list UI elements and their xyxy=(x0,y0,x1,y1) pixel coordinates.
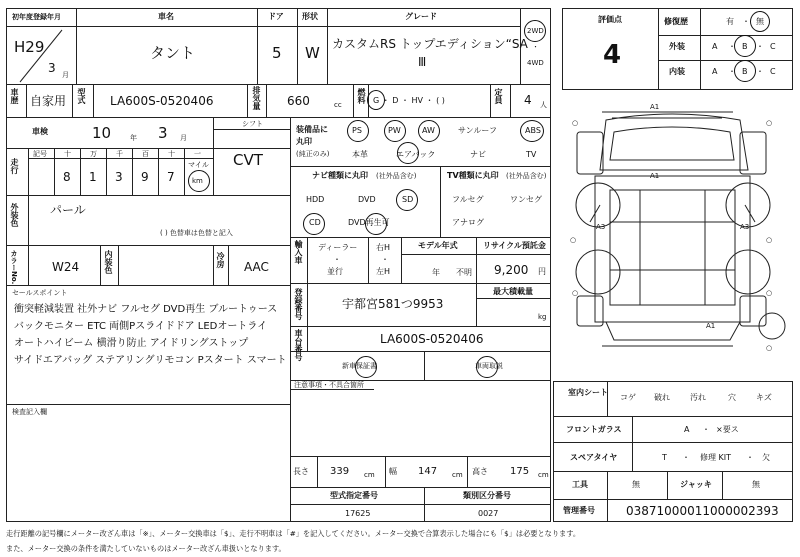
footer-note-2: また、メーター交換の条件を満たしていないものはメーター改ざん車扱いとなります。 xyxy=(6,544,286,553)
exterior-b: B xyxy=(742,42,748,51)
model-year-label: モデル年式 xyxy=(418,241,458,250)
import-right-h: 右H xyxy=(376,243,391,252)
manual-doc: 車両取説 xyxy=(475,362,503,370)
first-reg-month-unit: 月 xyxy=(62,71,69,79)
exterior-sep-2: ・ xyxy=(756,42,764,51)
max-load-label: 最大積載量 xyxy=(493,287,533,296)
mileage-digit-label-2: 万 xyxy=(90,150,97,158)
length-value: 339 xyxy=(330,466,350,477)
interior-sep-1: ・ xyxy=(728,67,736,76)
model-label: 型式 xyxy=(77,88,86,104)
jack-value: 無 xyxy=(752,480,760,489)
model-year-value: 不明 xyxy=(456,268,472,277)
seat-stain: 汚れ xyxy=(690,393,706,402)
interior-b: B xyxy=(742,67,748,76)
navi-type-label: ナビ種類に丸印 xyxy=(312,171,368,180)
exterior-color-label: 外装色 xyxy=(10,203,19,227)
usage-label: 車歴 xyxy=(10,88,19,104)
mileage-digit-4: 9 xyxy=(141,170,149,184)
displacement-unit: cc xyxy=(334,101,342,109)
sales-point-4: サイドエアバッグ ステアリングリモコン Pスタート スマート xyxy=(14,355,287,366)
registration-label: 登録番号 xyxy=(294,288,303,320)
diagram-mark-6: ○ xyxy=(766,289,773,297)
sales-point-1: 衝突軽減装置 社外ナビ フルセグ DVD再生 ブルートゥース xyxy=(14,304,278,315)
repair-sep: ・ xyxy=(742,17,750,26)
length-unit: cm xyxy=(364,471,375,479)
car-name-label: 車名 xyxy=(158,12,174,21)
first-reg-year: H29 xyxy=(14,38,45,56)
equipment-label-3: (純正のみ) xyxy=(296,150,330,158)
tv-type-note: (社外品含む) xyxy=(506,172,547,180)
diagram-mark-7: ○ xyxy=(766,344,773,352)
type-cert-value: 17625 xyxy=(345,509,371,518)
ac-value: AAC xyxy=(244,260,269,274)
equip-sunroof: サンルーフ xyxy=(458,126,497,135)
equip-navi: ナビ xyxy=(470,150,486,159)
spare-sep-1: ・ xyxy=(682,453,690,462)
mileage-digit-label-3: 千 xyxy=(116,150,123,158)
spare-none: 欠 xyxy=(762,453,770,462)
height-value: 175 xyxy=(510,466,530,477)
mileage-digit-label-6: 一 xyxy=(194,150,201,158)
windshield-sep: ・ xyxy=(702,425,710,434)
capacity: 4 xyxy=(524,93,532,107)
navi-dvd: DVD xyxy=(358,195,376,204)
jack-label: ジャッキ xyxy=(680,480,712,489)
fuel-label: 燃料 xyxy=(357,88,366,104)
door-label: ドア xyxy=(268,12,284,21)
capacity-label: 定員 xyxy=(494,88,503,104)
exterior-c: C xyxy=(770,42,776,51)
equip-ps: PS xyxy=(352,126,362,135)
grade-line2: Ⅲ xyxy=(418,55,427,69)
windshield-x: ×要ス xyxy=(716,425,739,434)
tools-label: 工具 xyxy=(572,480,588,489)
fuel-options: G ・ D ・ HV ・ ( ) xyxy=(373,96,445,105)
interior-seat-label: 室内シート xyxy=(568,388,608,397)
class-value: 0027 xyxy=(478,509,499,518)
type-cert-label: 型式指定番号 xyxy=(330,491,378,500)
mgmt-number: 03871000011000002393 xyxy=(626,504,779,518)
inspection-year-unit: 年 xyxy=(130,134,137,142)
displacement-label: 排気量 xyxy=(252,86,261,110)
repair-yes: 有 xyxy=(726,17,734,26)
inspection-label: 車検 xyxy=(32,127,48,136)
sales-points-label: セールスポイント xyxy=(12,289,68,297)
mileage-digit-2: 1 xyxy=(89,170,97,184)
chassis-value: LA600S-0520406 xyxy=(380,332,484,346)
width-unit: cm xyxy=(452,471,463,479)
model-year-unit: 年 xyxy=(432,268,440,277)
inspection-year: 10 xyxy=(92,124,112,142)
mileage-unit-km: km xyxy=(192,177,203,185)
inspection-month-unit: 月 xyxy=(180,134,187,142)
tv-fullseg: フルセグ xyxy=(452,195,484,204)
shape-label: 形状 xyxy=(302,12,318,21)
recycle-label: リサイクル預託金 xyxy=(483,241,546,250)
mileage-digit-3: 3 xyxy=(115,170,123,184)
seat-burn: コゲ xyxy=(620,393,636,402)
diagram-mark-3: ○ xyxy=(570,236,577,244)
warranty-doc: 新車保証書 xyxy=(342,362,377,370)
interior-rating-label: 内装 xyxy=(669,67,685,76)
mileage-digit-label-1: 十 xyxy=(64,150,71,158)
recycle-unit: 円 xyxy=(538,267,546,276)
import-parallel: 並行 xyxy=(327,267,343,276)
mileage-label: 走行 xyxy=(10,158,19,174)
usage: 自家用 xyxy=(30,94,67,108)
displacement: 660 xyxy=(287,94,310,108)
equip-abs: ABS xyxy=(525,126,541,135)
mileage-digit-label-0: 記号 xyxy=(33,150,47,158)
shape: W xyxy=(305,44,320,62)
navi-dvd-play: DVD再生可 xyxy=(348,218,390,227)
equip-tv: TV xyxy=(526,150,537,159)
interior-sep-2: ・ xyxy=(756,67,764,76)
navi-cd: CD xyxy=(309,218,321,227)
seat-tear: 破れ xyxy=(654,393,670,402)
diagram-label-a1-rear: A1 xyxy=(706,322,716,330)
first-reg-month: 3 xyxy=(48,61,56,75)
tv-oneseg: ワンセグ xyxy=(510,195,542,204)
interior-c: C xyxy=(770,67,776,76)
color-no: W24 xyxy=(52,260,80,274)
diagram-label-a1-top: A1 xyxy=(650,103,660,111)
navi-type-note: (社外品含む) xyxy=(376,172,417,180)
shift-label: シフト xyxy=(242,120,263,128)
score-value: 4 xyxy=(603,40,622,70)
ac-label: 冷房 xyxy=(216,252,225,268)
drive-4wd: 4WD xyxy=(527,59,544,67)
diagram-mark-2: ○ xyxy=(766,119,773,127)
mileage-digit-1: 8 xyxy=(63,170,71,184)
car-name: タント xyxy=(150,44,196,62)
import-dot-2: ・ xyxy=(381,255,389,264)
car-diagram xyxy=(576,112,785,346)
sales-point-2: バックモニター ETC 両側Pスライドドア LEDオートライ xyxy=(14,321,268,332)
length-label: 長さ xyxy=(293,467,309,476)
tools-value: 無 xyxy=(632,480,640,489)
sales-point-3: オートハイビーム 横滑り防止 アイドリングストップ xyxy=(14,338,249,349)
interior-a: A xyxy=(712,67,718,76)
import-dot-1: ・ xyxy=(333,255,341,264)
mgmt-number-label: 管理番号 xyxy=(563,506,595,515)
footer-note-1: 走行距離の記号欄にメーター改ざん車は「※」、メーター交換車は「$」、走行不明車は「#」を記入してください。メーター交換で合算表示した場合にも「$」は必要となります。 xyxy=(6,529,581,538)
class-label: 類別区分番号 xyxy=(463,491,511,500)
spare-sep-2: ・ xyxy=(746,453,754,462)
notes-label: 注意事項・不具合箇所 xyxy=(294,381,364,389)
mileage-digit-label-4: 百 xyxy=(142,150,149,158)
spare-tire-label: スペアタイヤ xyxy=(570,453,618,462)
repair-none: 無 xyxy=(756,17,764,26)
max-load-unit: kg xyxy=(538,313,547,321)
registration-value: 宇都宮581つ9953 xyxy=(342,297,444,311)
diagram-label-a3-right: A3 xyxy=(740,223,750,231)
import-left-h: 左H xyxy=(376,267,391,276)
windshield-label: フロントガラス xyxy=(566,425,622,434)
shift-value: CVT xyxy=(233,151,263,169)
import-dealer: ディーラー xyxy=(318,243,358,252)
drive-2wd: 2WD xyxy=(527,27,544,35)
capacity-unit: 人 xyxy=(540,101,547,109)
color-no-label: カラーNo. xyxy=(10,250,18,285)
inspection-month: 3 xyxy=(158,124,168,142)
grade-line1: カスタムRS トップエディション“SA xyxy=(332,37,528,51)
diagram-mark-5: ○ xyxy=(572,289,579,297)
seat-scratch: キズ xyxy=(756,393,772,402)
diagram-label-a3-left: A3 xyxy=(596,223,606,231)
seat-hole: 穴 xyxy=(728,393,736,402)
grade-label: グレード xyxy=(405,12,437,21)
exterior-rating-label: 外装 xyxy=(669,42,685,51)
equip-airbag: エアバック xyxy=(396,150,436,159)
height-label: 高さ xyxy=(472,467,488,476)
color-change-note: ( ) 色替車は色替と記入 xyxy=(160,229,233,237)
width-label: 幅 xyxy=(389,467,397,476)
width-value: 147 xyxy=(418,466,438,477)
exterior-a: A xyxy=(712,42,718,51)
tv-analog: アナログ xyxy=(452,218,484,227)
equipment-label-1: 装備品に xyxy=(296,125,328,134)
spare-t: T xyxy=(662,453,667,462)
navi-hdd: HDD xyxy=(306,195,325,204)
score-label: 評価点 xyxy=(598,15,622,24)
inspector-label: 検査記入欄 xyxy=(12,408,47,416)
doors: 5 xyxy=(272,44,282,62)
equip-leather: 本革 xyxy=(352,150,368,159)
chassis-label: 車台番号 xyxy=(294,329,303,361)
diagram-label-a1-mid: A1 xyxy=(650,172,660,180)
first-reg-label: 初年度登録年月 xyxy=(12,13,61,21)
windshield-a: A xyxy=(684,425,690,434)
model-code: LA600S-0520406 xyxy=(110,94,214,108)
equip-aw: AW xyxy=(422,126,435,135)
height-unit: cm xyxy=(538,471,549,479)
exterior-sep-1: ・ xyxy=(728,42,736,51)
mileage-digit-5: 7 xyxy=(167,170,175,184)
mileage-digit-label-5: 十 xyxy=(168,150,175,158)
diagram-mark-4: ○ xyxy=(766,236,773,244)
spare-kit: 修理 KIT xyxy=(700,453,732,462)
exterior-color: パール xyxy=(50,203,86,217)
equipment-label-2: 丸印 xyxy=(296,137,312,146)
recycle-value: 9,200 xyxy=(494,263,529,277)
tv-type-label: TV種類に丸印 xyxy=(447,171,499,180)
import-label: 輸入車 xyxy=(294,240,303,264)
repair-label: 修復歴 xyxy=(664,17,688,26)
equip-pw: PW xyxy=(388,126,401,135)
navi-sd: SD xyxy=(402,195,414,204)
interior-color-label: 内装色 xyxy=(104,250,113,274)
drive-sep: ・ xyxy=(532,43,539,51)
mileage-unit-mile: マイル xyxy=(188,161,209,169)
diagram-mark-1: ○ xyxy=(572,119,579,127)
